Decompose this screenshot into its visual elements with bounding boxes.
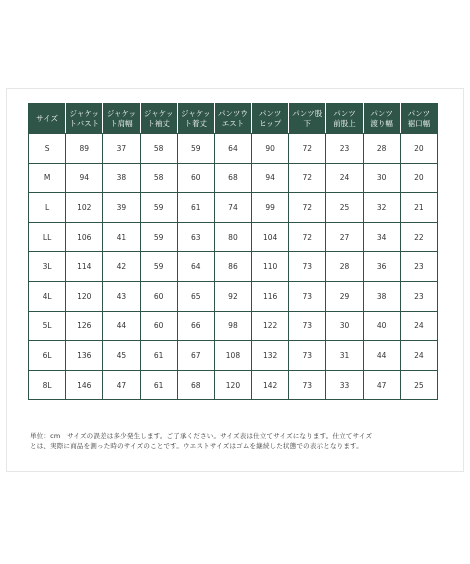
measurement-cell: 73 <box>289 311 326 341</box>
table-row <box>29 341 438 371</box>
column-header: パンツ股下 <box>289 104 326 134</box>
measurement-cell: 108 <box>214 341 251 371</box>
table-body <box>29 134 438 400</box>
size-label-cell: M <box>29 163 66 193</box>
measurement-cell: 146 <box>66 370 103 400</box>
measurement-cell: 24 <box>326 163 363 193</box>
measurement-cell: 60 <box>140 311 177 341</box>
measurement-cell: 30 <box>326 311 363 341</box>
measurement-cell: 20 <box>400 134 437 164</box>
measurement-cell: 106 <box>66 222 103 252</box>
measurement-cell: 42 <box>103 252 140 282</box>
measurement-cell: 73 <box>289 370 326 400</box>
measurement-cell: 74 <box>214 193 251 223</box>
measurement-cell: 23 <box>400 252 437 282</box>
table-row <box>29 193 438 223</box>
measurement-cell: 68 <box>214 163 251 193</box>
measurement-cell: 66 <box>177 311 214 341</box>
measurement-cell: 126 <box>66 311 103 341</box>
measurement-cell: 21 <box>400 193 437 223</box>
measurement-cell: 132 <box>252 341 289 371</box>
measurement-cell: 89 <box>66 134 103 164</box>
note-line-1: 単位：cm サイズの誤差は多少発生します。ご了承ください。サイズ表は仕立てサイズになります。仕立てサイズ <box>30 432 373 440</box>
measurement-cell: 72 <box>289 163 326 193</box>
measurement-cell: 44 <box>103 311 140 341</box>
measurement-cell: 59 <box>140 193 177 223</box>
measurement-cell: 120 <box>214 370 251 400</box>
measurement-cell: 28 <box>363 134 400 164</box>
measurement-cell: 64 <box>177 252 214 282</box>
table-row <box>29 252 438 282</box>
measurement-cell: 72 <box>289 193 326 223</box>
note-line-2: とは、実際に商品を測った時のサイズのことです。ウエストサイズはゴムを継続した状態での表示となります。 <box>30 442 363 450</box>
measurement-cell: 73 <box>289 281 326 311</box>
measurement-cell: 31 <box>326 341 363 371</box>
size-table <box>28 103 438 400</box>
measurement-cell: 22 <box>400 222 437 252</box>
size-label-cell: 6L <box>29 341 66 371</box>
measurement-cell: 23 <box>400 281 437 311</box>
measurement-cell: 32 <box>363 193 400 223</box>
measurement-cell: 110 <box>252 252 289 282</box>
column-header: パンツウ エスト <box>214 104 251 134</box>
measurement-cell: 99 <box>252 193 289 223</box>
measurement-cell: 29 <box>326 281 363 311</box>
column-header: ジャケッ ト着丈 <box>177 104 214 134</box>
measurement-cell: 60 <box>177 163 214 193</box>
measurement-cell: 94 <box>66 163 103 193</box>
column-header: パンツ 裾口幅 <box>400 104 437 134</box>
measurement-cell: 36 <box>363 252 400 282</box>
table-row <box>29 311 438 341</box>
measurement-cell: 61 <box>177 193 214 223</box>
size-label-cell: 4L <box>29 281 66 311</box>
column-header: パンツ ヒップ <box>252 104 289 134</box>
column-header: ジャケッ ト袖丈 <box>140 104 177 134</box>
measurement-cell: 72 <box>289 134 326 164</box>
column-header: パンツ 前股上 <box>326 104 363 134</box>
measurement-cell: 90 <box>252 134 289 164</box>
measurement-cell: 47 <box>103 370 140 400</box>
measurement-cell: 98 <box>214 311 251 341</box>
measurement-cell: 63 <box>177 222 214 252</box>
measurement-cell: 61 <box>140 370 177 400</box>
measurement-cell: 59 <box>140 252 177 282</box>
measurement-cell: 104 <box>252 222 289 252</box>
measurement-cell: 30 <box>363 163 400 193</box>
measurement-cell: 64 <box>214 134 251 164</box>
measurement-cell: 80 <box>214 222 251 252</box>
measurement-cell: 28 <box>326 252 363 282</box>
table-header-row <box>29 104 438 134</box>
measurement-cell: 120 <box>66 281 103 311</box>
size-label-cell: 8L <box>29 370 66 400</box>
measurement-cell: 37 <box>103 134 140 164</box>
measurement-cell: 61 <box>140 341 177 371</box>
column-header: パンツ 渡り幅 <box>363 104 400 134</box>
measurement-cell: 38 <box>103 163 140 193</box>
size-label-cell: L <box>29 193 66 223</box>
column-header: ジャケッ トバスト <box>66 104 103 134</box>
measurement-cell: 58 <box>140 134 177 164</box>
measurement-cell: 73 <box>289 252 326 282</box>
measurement-cell: 47 <box>363 370 400 400</box>
measurement-cell: 44 <box>363 341 400 371</box>
table-row <box>29 134 438 164</box>
measurement-cell: 25 <box>326 193 363 223</box>
measurement-cell: 136 <box>66 341 103 371</box>
measurement-cell: 72 <box>289 222 326 252</box>
measurement-cell: 86 <box>214 252 251 282</box>
measurement-cell: 73 <box>289 341 326 371</box>
measurement-cell: 122 <box>252 311 289 341</box>
measurement-cell: 24 <box>400 311 437 341</box>
measurement-cell: 33 <box>326 370 363 400</box>
measurement-cell: 45 <box>103 341 140 371</box>
column-header: ジャケッ ト肩幅 <box>103 104 140 134</box>
measurement-cell: 142 <box>252 370 289 400</box>
measurement-cell: 116 <box>252 281 289 311</box>
table-row <box>29 163 438 193</box>
measurement-cell: 25 <box>400 370 437 400</box>
measurement-cell: 20 <box>400 163 437 193</box>
measurement-cell: 39 <box>103 193 140 223</box>
measurement-cell: 34 <box>363 222 400 252</box>
measurement-cell: 58 <box>140 163 177 193</box>
table-row <box>29 370 438 400</box>
measurement-cell: 59 <box>177 134 214 164</box>
measurement-cell: 68 <box>177 370 214 400</box>
table-row <box>29 281 438 311</box>
measurement-cell: 114 <box>66 252 103 282</box>
measurement-cell: 67 <box>177 341 214 371</box>
measurement-cell: 41 <box>103 222 140 252</box>
measurement-cell: 94 <box>252 163 289 193</box>
column-header: サイズ <box>29 104 66 134</box>
measurement-cell: 59 <box>140 222 177 252</box>
table-row <box>29 222 438 252</box>
measurement-cell: 43 <box>103 281 140 311</box>
measurement-cell: 40 <box>363 311 400 341</box>
measurement-cell: 23 <box>326 134 363 164</box>
size-note <box>30 431 440 451</box>
measurement-cell: 60 <box>140 281 177 311</box>
size-label-cell: LL <box>29 222 66 252</box>
size-label-cell: 3L <box>29 252 66 282</box>
measurement-cell: 38 <box>363 281 400 311</box>
measurement-cell: 65 <box>177 281 214 311</box>
measurement-cell: 27 <box>326 222 363 252</box>
measurement-cell: 102 <box>66 193 103 223</box>
size-label-cell: S <box>29 134 66 164</box>
measurement-cell: 24 <box>400 341 437 371</box>
measurement-cell: 92 <box>214 281 251 311</box>
size-label-cell: 5L <box>29 311 66 341</box>
